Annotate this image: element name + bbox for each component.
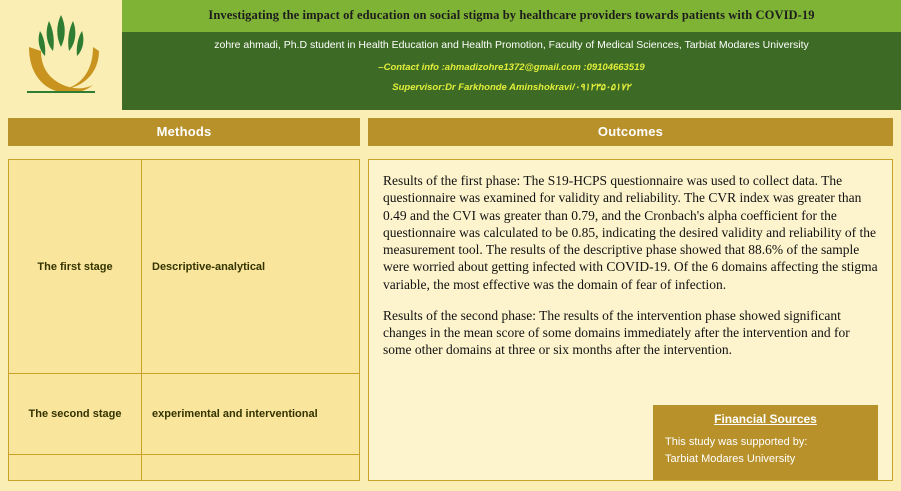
tarbiat-modares-university-logo-icon bbox=[9, 7, 113, 103]
table-row bbox=[9, 374, 360, 455]
methods-description-1: Descriptive-analytical bbox=[142, 160, 360, 374]
outcomes-heading: Outcomes bbox=[368, 118, 893, 146]
table-row bbox=[9, 160, 360, 374]
logo-container bbox=[0, 0, 122, 110]
financial-sources-line-2: Tarbiat Modares University bbox=[665, 453, 796, 465]
poster-title: Investigating the impact of education on social stigma by healthcare providers towards patients with COVID-19 bbox=[122, 0, 901, 32]
methods-column bbox=[8, 118, 360, 491]
outcomes-paragraph-1: Results of the first phase: The S19-HCPS questionnaire was used to collect data. The questionnaire was examined for validity and reliability. The CVR index was greater than 0.49 and the CVI was greater than 0.79, and the Cronbach's alpha coefficient for the questionnaire was calculated to be 0.85, indicating the desired validity and reliability of the measurement tool. The results of the descriptive phase showed that 88.6% of the sample were worried about getting infected with COVID-19. Of the 6 domains affecting the stigma variable, the most effective was the domain of fear of infection. bbox=[383, 173, 878, 292]
financial-sources-line-1: This study was supported by: bbox=[665, 436, 808, 448]
poster-body bbox=[0, 110, 901, 491]
header-text-block bbox=[122, 0, 901, 110]
outcomes-column bbox=[368, 118, 893, 491]
methods-stage-2: The second stage bbox=[9, 374, 142, 455]
poster-authors: zohre ahmadi, Ph.D student in Health Education and Health Promotion, Faculty of Medical Sciences, Tarbiat Modares University bbox=[122, 32, 901, 57]
contact-info: –Contact info :ahmadizohre1372@gmail.com :09104663519 bbox=[378, 62, 645, 73]
methods-table bbox=[8, 159, 360, 481]
financial-sources-title: Financial Sources bbox=[714, 412, 817, 426]
outcomes-paragraph-2: Results of the second phase: The results of the intervention phase showed significant changes in the mean score of some domains immediately after the intervention and for some other domains at three or six months after the intervention. bbox=[383, 307, 850, 358]
methods-stage-1: The first stage bbox=[9, 160, 142, 374]
contact-block bbox=[122, 57, 901, 110]
table-row bbox=[9, 454, 360, 480]
methods-description-2: experimental and interventional bbox=[142, 374, 360, 455]
financial-sources-box bbox=[653, 405, 878, 480]
poster-header bbox=[0, 0, 901, 110]
supervisor-info: Supervisor:Dr Farkhonde Aminshokravi/۰۹۱۲۳۵۰۵۱۷۲ bbox=[392, 82, 631, 93]
methods-description-3 bbox=[142, 454, 360, 480]
outcomes-box bbox=[368, 159, 893, 481]
methods-stage-3 bbox=[9, 454, 142, 480]
methods-heading: Methods bbox=[8, 118, 360, 146]
